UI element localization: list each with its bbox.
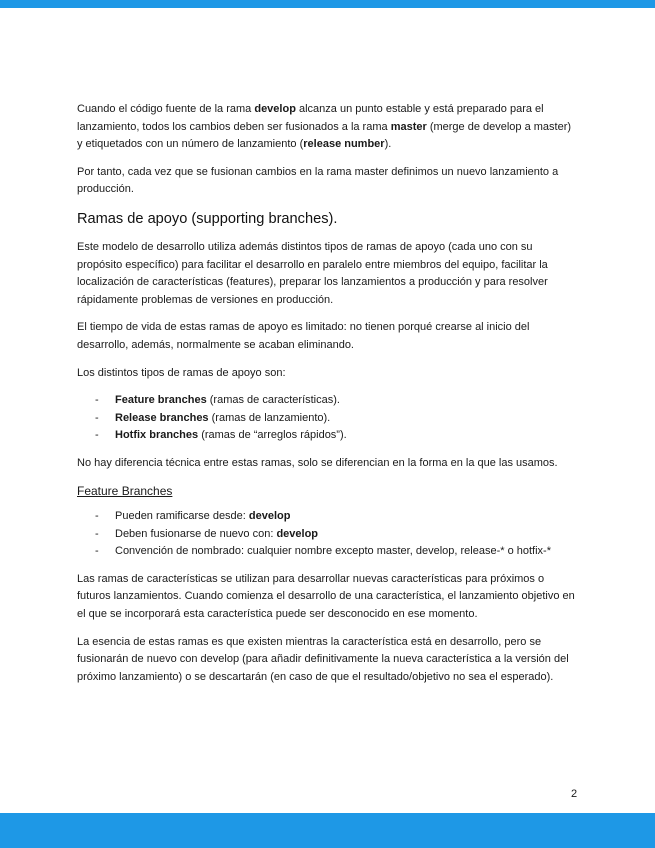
- paragraph-release: Por tanto, cada vez que se fusionan cambios en la rama master definimos un nuevo lanzamiento a producción.: [77, 165, 559, 196]
- heading-feature-branches: Feature Branches: [77, 483, 173, 498]
- paragraph-develop-master: Cuando el código fuente de la rama develop alcanza un punto estable y está preparado para el lanzamiento, todos los cambios deben ser fusionados a la rama master (merge de develop a master) y etiquetados con un número de lanzamiento (release number).: [77, 103, 572, 151]
- bullet-dash-icon: -: [95, 545, 99, 558]
- bullet-dash-icon: -: [95, 510, 99, 523]
- list-item: - Release branches (ramas de lanzamiento).: [77, 410, 577, 428]
- bullet-dash-icon: -: [95, 394, 99, 407]
- heading-supporting-branches: Ramas de apoyo (supporting branches).: [77, 210, 338, 227]
- paragraph-feature-purpose: Las ramas de características se utilizan para desarrollar nuevas características para próximos o futuros lanzamientos. Cuando comienza el desarrollo de una característica, el lanzamiento objetivo en el que se incorporará esta característica puede ser desconocido en ese momento.: [77, 572, 575, 621]
- document-body: [77, 101, 577, 696]
- paragraph-feature-essence: La esencia de estas ramas es que existen mientras la característica está en desarrollo, pero se fusionarán de nuevo con develop (para añadir definitivamente la nueva característica a la versión del próximo lanzamiento) o se descartarán (en caso de que el resultado/objetivo no sea el esperado).: [77, 635, 569, 683]
- list-item: - Convención de nombrado: cualquier nombre excepto master, develop, release-* o hotfix-*: [77, 543, 577, 561]
- list-item: - Pueden ramificarse desde: develop: [77, 508, 577, 526]
- page-number: 2: [571, 788, 578, 800]
- paragraph-support-model: Este modelo de desarrollo utiliza además distintos tipos de ramas de apoyo (cada uno con su propósito específico) para facilitar el desarrollo en paralelo entre miembros del equipo, facilitar la localización de características (features), preparar los lanzamientos a producción y para resolver rápidamente problemas de versiones en producción.: [77, 240, 548, 306]
- list-item: - Feature branches (ramas de características).: [77, 392, 577, 410]
- bottom-accent-bar: [0, 813, 655, 848]
- branch-types-list: [77, 392, 577, 445]
- bullet-dash-icon: -: [95, 411, 99, 424]
- bullet-dash-icon: -: [95, 429, 99, 442]
- top-accent-bar: [0, 0, 655, 8]
- paragraph-no-difference: No hay diferencia técnica entre estas ramas, solo se diferencian en la forma en la que las usamos.: [77, 456, 558, 469]
- list-item: - Deben fusionarse de nuevo con: develop: [77, 526, 577, 544]
- paragraph-lifetime: El tiempo de vida de estas ramas de apoyo es limitado: no tienen porqué crearse al inicio del desarrollo, además, normalmente se acaban eliminando.: [77, 321, 530, 351]
- feature-rules-list: [77, 508, 577, 561]
- bullet-dash-icon: -: [95, 527, 99, 540]
- paragraph-types-intro: Los distintos tipos de ramas de apoyo son:: [77, 366, 286, 379]
- list-item: - Hotfix branches (ramas de “arreglos rápidos”).: [77, 427, 577, 445]
